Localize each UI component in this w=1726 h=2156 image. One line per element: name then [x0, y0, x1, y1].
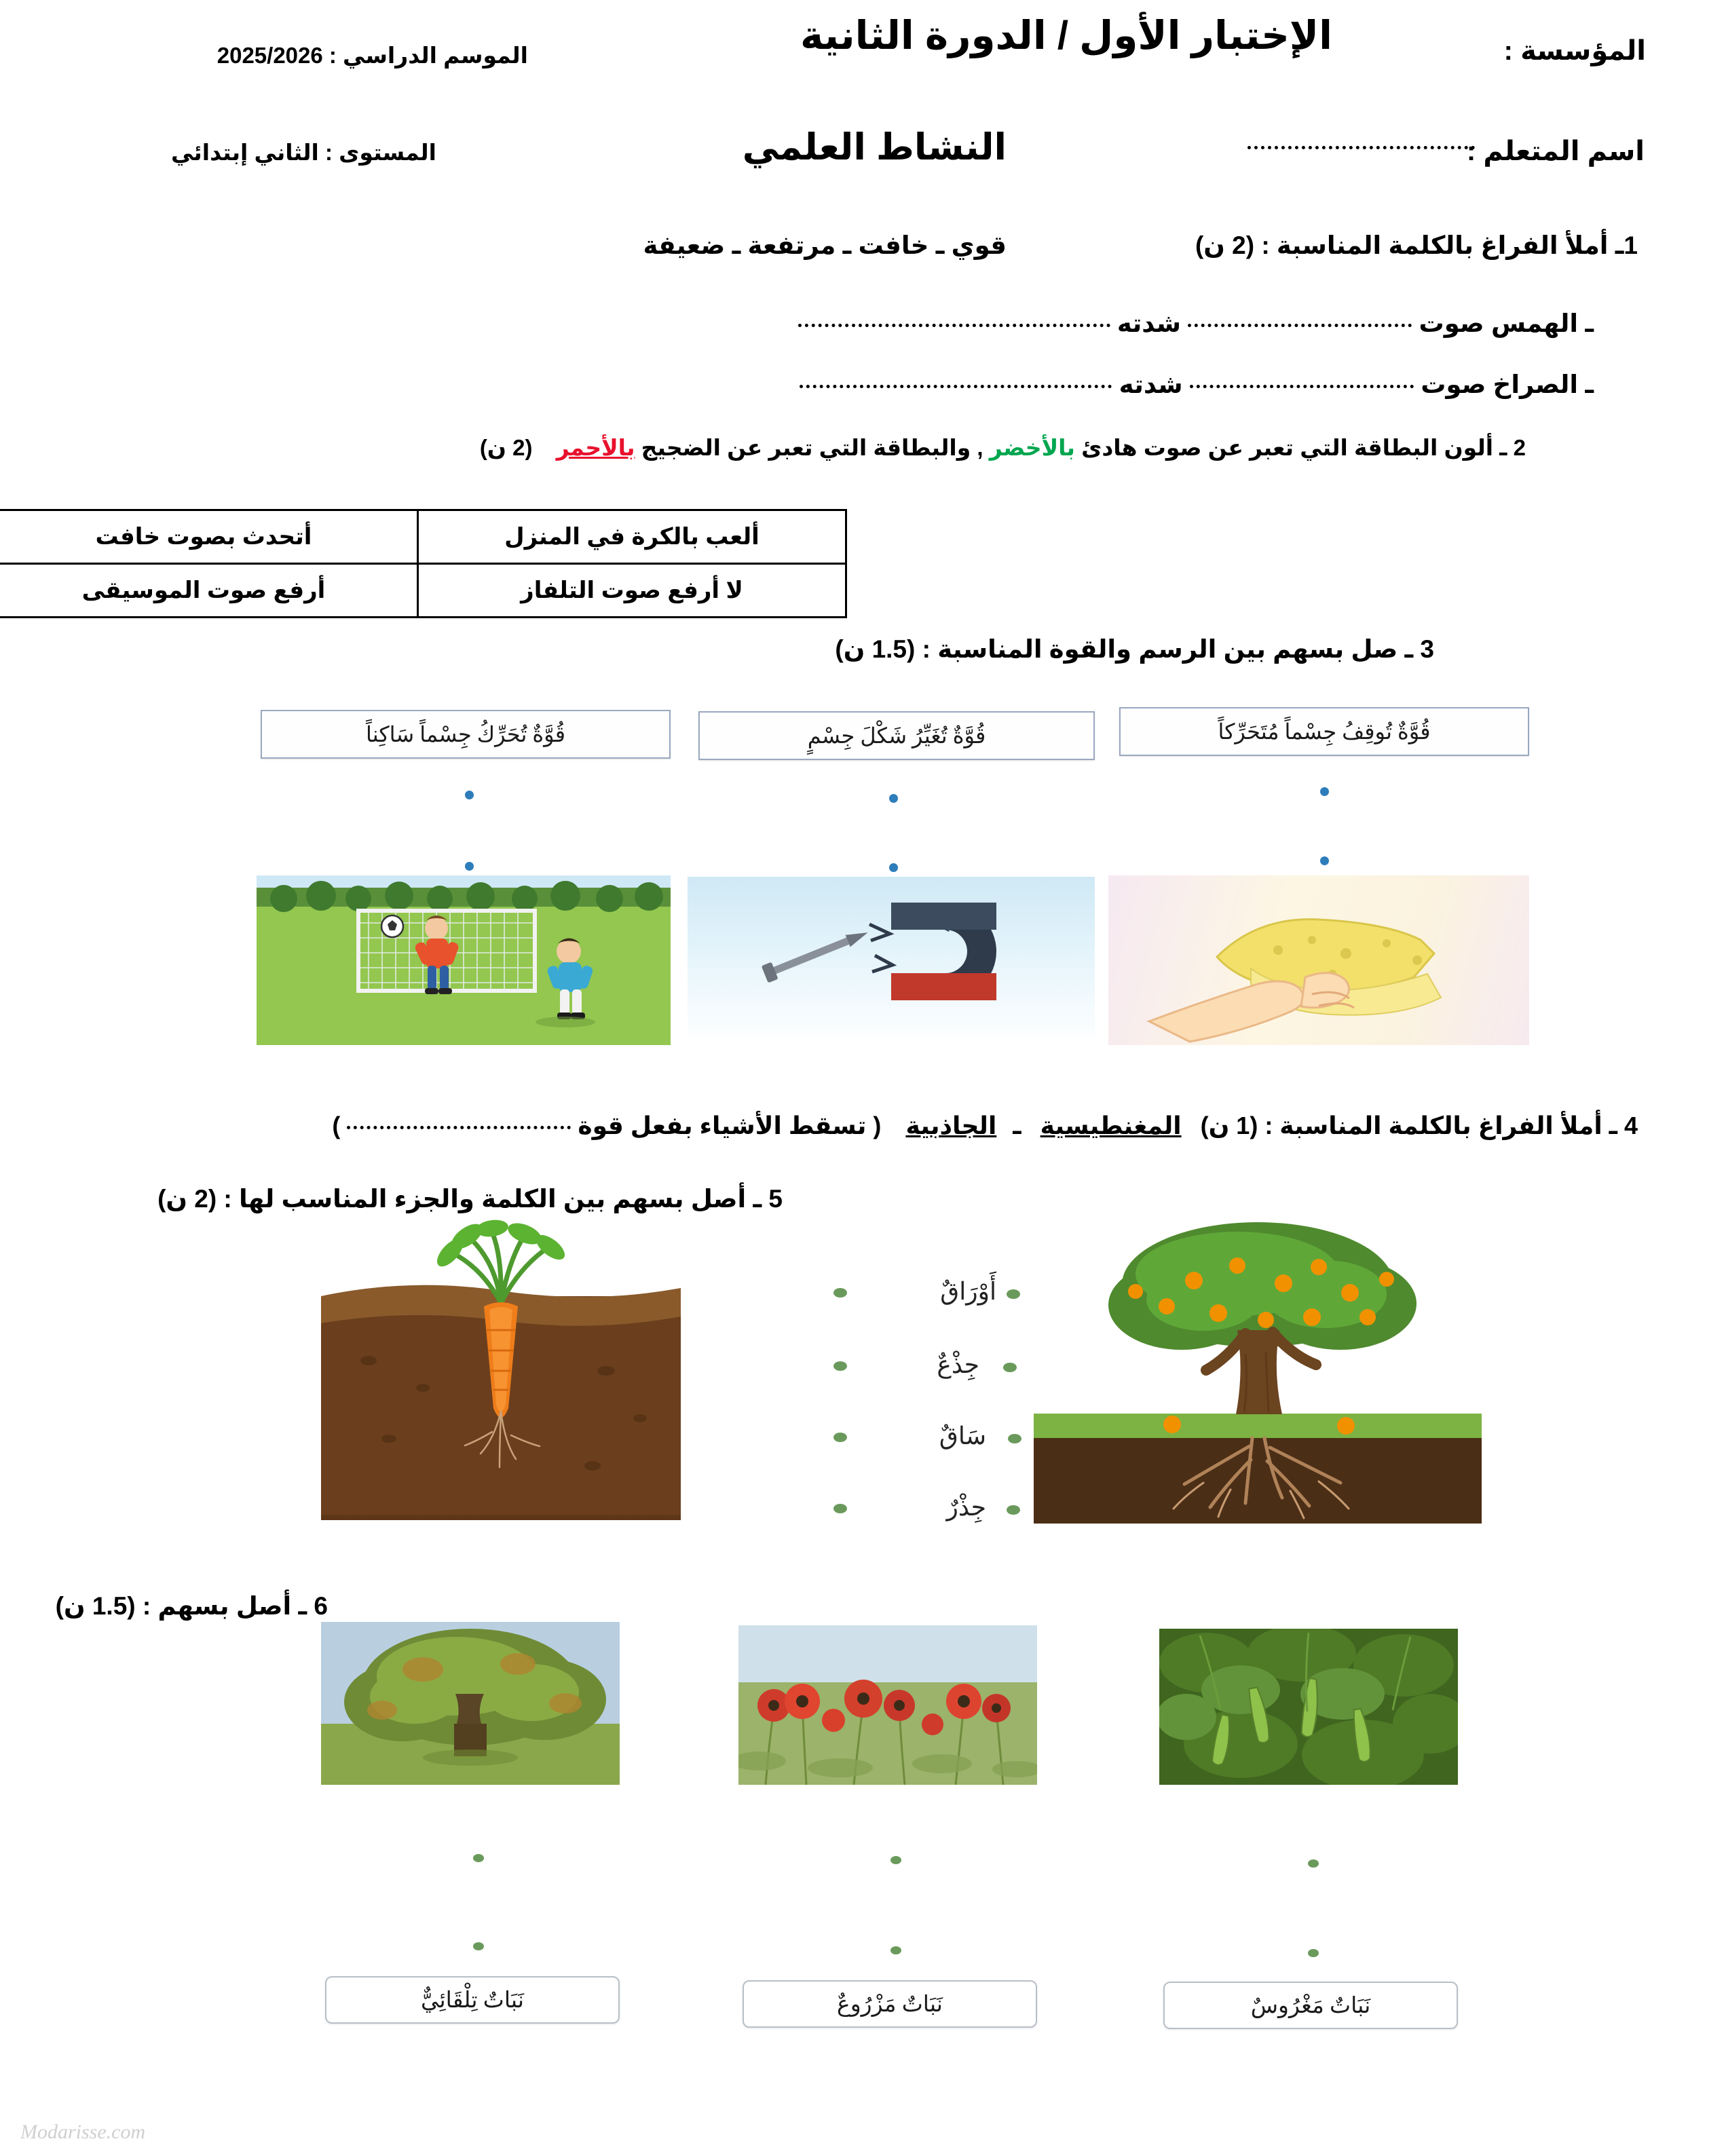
- q5-dot-word-2-left[interactable]: [833, 1361, 847, 1371]
- q5-dot-word-2-right[interactable]: [1003, 1363, 1017, 1372]
- q6-dot-image-1[interactable]: [1308, 1859, 1319, 1868]
- q6-label-card-2[interactable]: نَبَاتٌ مَزْرُوعٌ: [743, 1980, 1037, 2028]
- question-2-cards-table: [0, 509, 847, 618]
- q4-separator: ـ: [1013, 1112, 1021, 1139]
- table-row: [0, 510, 846, 564]
- question-3-prompt: 3 ـ صل بسهم بين الرسم والقوة المناسبة : (1.5 ن): [835, 635, 1434, 663]
- q2-card-2[interactable]: أتحدث بصوت خافت: [0, 510, 418, 564]
- magnet-attracting-nail-image: [688, 877, 1095, 1045]
- q6-label-card-1[interactable]: نَبَاتٌ مَغْرُوسٌ: [1163, 1982, 1458, 2029]
- q6-dot-image-2[interactable]: [890, 1856, 901, 1864]
- q5-word-2[interactable]: جِذْعٌ: [937, 1351, 979, 1378]
- question-1-word-bank: قوي ـ خافت ـ مرتفعة ـ ضعيفة: [643, 231, 1007, 259]
- q1-row1-blank-1[interactable]: [1188, 324, 1412, 327]
- q6-dot-image-3[interactable]: [473, 1854, 484, 1862]
- question-1-row-2: [800, 370, 1594, 399]
- q5-word-4[interactable]: جِذْرٌ: [946, 1494, 986, 1521]
- carrot-in-soil-image: [321, 1215, 681, 1520]
- question-1-prompt: 1ـ أملأ الفراغ بالكلمة المناسبة : (2 ن): [1195, 231, 1638, 259]
- question-4-prompt: [332, 1112, 1638, 1140]
- q5-dot-word-4-right[interactable]: [1007, 1505, 1020, 1515]
- question-6-prompt: 6 ـ أصل بسهم : (1.5 ن): [55, 1592, 328, 1620]
- q3-force-card-3[interactable]: قُوَّةٌ تُوقِفُ جِسْماً مُتَحَرِّكاً: [1119, 707, 1529, 756]
- level-label: المستوى : الثاني إبتدائي: [171, 140, 436, 165]
- question-1-row-1: [798, 309, 1594, 338]
- q3-connector-dot-image-2[interactable]: [889, 863, 898, 872]
- q5-dot-word-4-left[interactable]: [833, 1504, 847, 1513]
- q3-connector-dot-card-2[interactable]: [889, 794, 898, 803]
- q5-word-1[interactable]: أَوْرَاقٌ: [940, 1278, 996, 1305]
- football-goalkeeper-image: [257, 875, 671, 1045]
- q1-row1-prefix: ـ الهمس صوت: [1419, 309, 1594, 337]
- q2-prompt-part-a: 2 ـ ألون البطاقة التي تعبر عن صوت هادئ: [1081, 435, 1526, 460]
- q6-dot-label-2[interactable]: [890, 1946, 901, 1954]
- q5-dot-word-1-right[interactable]: [1007, 1289, 1020, 1299]
- q6-label-card-3[interactable]: نَبَاتٌ تِلْقَائِيٌّ: [325, 1976, 620, 2024]
- q4-sentence: ( تسقط الأشياء بفعل قوة: [578, 1112, 882, 1139]
- q1-row2-prefix: ـ الصراخ صوت: [1421, 371, 1594, 398]
- q1-row1-blank-2[interactable]: [798, 324, 1110, 327]
- q3-connector-dot-image-3[interactable]: [1320, 856, 1329, 865]
- q4-blank[interactable]: [347, 1126, 571, 1129]
- table-row: [0, 564, 846, 618]
- student-name-label: اسم المتعلم :: [1466, 136, 1645, 166]
- institution-label: المؤسسة :: [1503, 36, 1646, 66]
- q2-card-4[interactable]: أرفع صوت الموسيقى: [0, 564, 418, 618]
- q5-dot-word-3-left[interactable]: [833, 1433, 847, 1442]
- q5-dot-word-3-right[interactable]: [1008, 1434, 1021, 1443]
- question-2-prompt: [480, 434, 1526, 461]
- subject-title: النشاط العلمي: [742, 127, 1007, 168]
- q6-dot-label-1[interactable]: [1308, 1949, 1319, 1957]
- orange-tree-with-roots-image: [1034, 1218, 1482, 1524]
- red-poppy-field-image: [738, 1625, 1037, 1785]
- school-season-label: الموسم الدراسي : 2025/2026: [217, 43, 528, 68]
- q2-prompt-part-b: , والبطاقة التي تعبر عن الضجيج: [641, 435, 983, 460]
- q2-red-word: بالأحمر: [556, 435, 635, 460]
- exam-title: الإختبار الأول / الدورة الثانية: [800, 14, 1332, 58]
- q3-connector-dot-card-1[interactable]: [465, 791, 474, 799]
- q3-force-card-2[interactable]: قُوَّةٌ تُغَيِّرُ شَكْلَ جِسْمٍ: [698, 711, 1095, 760]
- q2-green-word: بالأخضر: [989, 435, 1075, 460]
- q3-connector-dot-card-3[interactable]: [1320, 787, 1329, 796]
- q5-dot-word-1-left[interactable]: [833, 1288, 847, 1298]
- q2-card-1[interactable]: ألعب بالكرة في المنزل: [418, 510, 846, 564]
- q2-card-3[interactable]: لا أرفع صوت التلفاز: [418, 564, 846, 618]
- q4-option-2[interactable]: الجاذبية: [905, 1112, 997, 1139]
- q1-row2-middle: شدته: [1119, 371, 1183, 398]
- oak-tree-image: [321, 1622, 620, 1785]
- q1-row2-blank-2[interactable]: [800, 385, 1112, 388]
- hand-squeezing-sponge-image: [1108, 875, 1529, 1045]
- q4-sentence-end: ): [332, 1112, 341, 1139]
- site-watermark: Modarisse.com: [20, 2121, 146, 2143]
- q3-connector-dot-image-1[interactable]: [465, 862, 474, 871]
- q1-row2-blank-1[interactable]: [1190, 385, 1414, 388]
- q5-word-3[interactable]: سَاقٌ: [939, 1422, 986, 1450]
- q2-points: (2 ن): [479, 435, 533, 460]
- q3-force-card-1[interactable]: قُوَّةٌ تُحَرِّكُ جِسْماً سَاكِناً: [261, 710, 671, 759]
- student-name-blank[interactable]: [1247, 146, 1475, 149]
- q4-option-1[interactable]: المغنطيسية: [1040, 1112, 1182, 1139]
- q4-prompt: 4 ـ أملأ الفراغ بالكلمة المناسبة : (1 ن): [1200, 1112, 1638, 1139]
- q1-row1-middle: شدته: [1117, 309, 1181, 337]
- q6-dot-label-3[interactable]: [473, 1942, 484, 1950]
- okra-plant-image: [1159, 1629, 1458, 1785]
- question-5-prompt: 5 ـ أصل بسهم بين الكلمة والجزء المناسب لها : (2 ن): [157, 1185, 783, 1213]
